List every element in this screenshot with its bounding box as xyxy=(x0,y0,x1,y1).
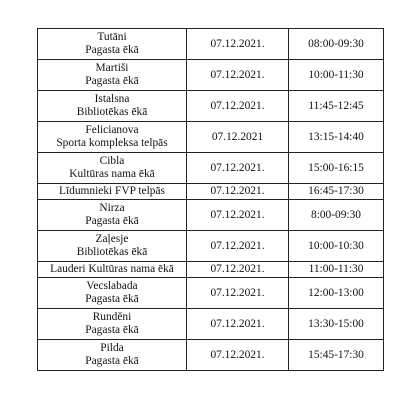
table-row xyxy=(38,60,384,91)
place-cell xyxy=(38,309,187,340)
table-row xyxy=(38,122,384,153)
date-cell: 07.12.2021. xyxy=(187,184,289,200)
venue-name: Pagasta ēkā xyxy=(85,75,139,87)
venue-name: Pagasta ēkā xyxy=(85,324,139,336)
venue-name: Sporta kompleksa telpās xyxy=(56,137,168,149)
place-name: Felicianova xyxy=(85,124,139,136)
place-cell xyxy=(38,262,187,278)
time-cell: 10:00-10:30 xyxy=(289,231,384,262)
venue-name: Bibliotēkas ēkā xyxy=(76,106,148,118)
table-row xyxy=(38,309,384,340)
time-cell: 15:45-17:30 xyxy=(289,340,384,371)
table-row xyxy=(38,278,384,309)
date-cell: 07.12.2021. xyxy=(187,309,289,340)
date-cell: 07.12.2021. xyxy=(187,29,289,60)
time-cell: 10:00-11:30 xyxy=(289,60,384,91)
place-name: Nirza xyxy=(99,202,125,214)
date-cell: 07.12.2021 xyxy=(187,122,289,153)
place-cell xyxy=(38,60,187,91)
date-cell: 07.12.2021. xyxy=(187,340,289,371)
schedule-table xyxy=(37,28,384,371)
table-row xyxy=(38,153,384,184)
venue-name: Pagasta ēkā xyxy=(85,44,139,56)
place-cell xyxy=(38,278,187,309)
date-cell: 07.12.2021. xyxy=(187,91,289,122)
table-row xyxy=(38,262,384,278)
place-cell xyxy=(38,340,187,371)
date-cell: 07.12.2021. xyxy=(187,153,289,184)
time-cell: 11:45-12:45 xyxy=(289,91,384,122)
place-name: Vecslabada xyxy=(86,280,138,292)
venue-name: Pagasta ēkā xyxy=(85,293,139,305)
time-cell: 16:45-17:30 xyxy=(289,184,384,200)
date-cell: 07.12.2021. xyxy=(187,200,289,231)
place-name: Pilda xyxy=(100,342,124,354)
place-name: Runděni xyxy=(92,311,132,323)
place-cell xyxy=(38,122,187,153)
venue-name: Kultūras nama ēkā xyxy=(69,168,155,180)
place-name: Istalsna xyxy=(94,93,130,105)
time-cell: 13:15-14:40 xyxy=(289,122,384,153)
time-cell: 8:00-09:30 xyxy=(289,200,384,231)
time-cell: 12:00-13:00 xyxy=(289,278,384,309)
table-row xyxy=(38,340,384,371)
venue-name: Pagasta ēkā xyxy=(85,355,139,367)
table-row xyxy=(38,200,384,231)
place-cell xyxy=(38,184,187,200)
time-cell: 08:00-09:30 xyxy=(289,29,384,60)
table-row xyxy=(38,91,384,122)
place-cell xyxy=(38,231,187,262)
place-name: Martiši xyxy=(95,62,129,74)
time-cell: 11:00-11:30 xyxy=(289,262,384,278)
venue-name: Bibliotēkas ēkā xyxy=(76,246,148,258)
place-name: Zaļesje xyxy=(95,233,129,245)
table-row xyxy=(38,29,384,60)
venue-name: Pagasta ēkā xyxy=(85,215,139,227)
date-cell: 07.12.2021. xyxy=(187,60,289,91)
place-name: Cibla xyxy=(99,155,125,167)
place-name: Tutāni xyxy=(97,31,127,43)
date-cell: 07.12.2021. xyxy=(187,262,289,278)
place-cell xyxy=(38,91,187,122)
date-cell: 07.12.2021. xyxy=(187,278,289,309)
time-cell: 13:30-15:00 xyxy=(289,309,384,340)
place-name: Lauderi Kultūras nama ēkā xyxy=(50,263,174,275)
date-cell: 07.12.2021. xyxy=(187,231,289,262)
place-cell xyxy=(38,200,187,231)
place-name: Līdumnieki FVP telpās xyxy=(59,185,165,197)
place-cell xyxy=(38,29,187,60)
time-cell: 15:00-16:15 xyxy=(289,153,384,184)
table-row xyxy=(38,231,384,262)
table-row xyxy=(38,184,384,200)
place-cell xyxy=(38,153,187,184)
